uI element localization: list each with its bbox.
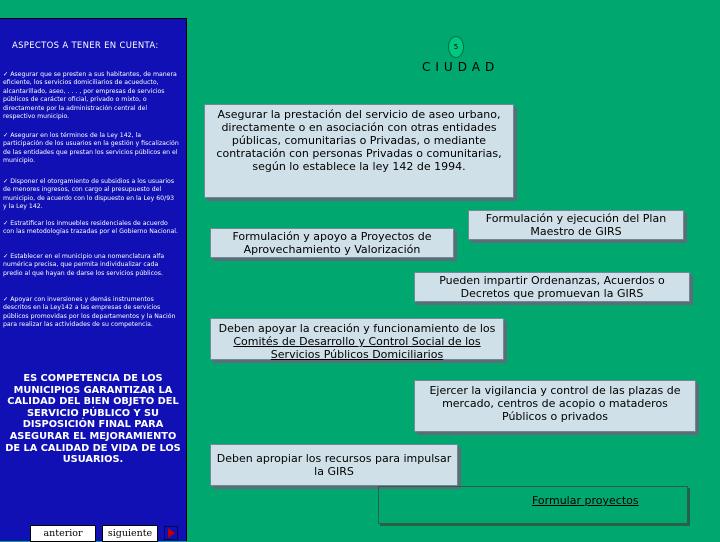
conclusion-text: ES COMPETENCIA DE LOS MUNICIPIOS GARANTIZAR LA CALIDAD DEL BIEN OBJETO DEL SERVICIO PÚBLICO Y SU DISPOSICIÓN FINAL PARA ASEGURAR EL MEJORAMIENTO DE LA CALIDAD DE VIDA DE LOS USUARIOS. (5, 373, 181, 466)
bullet-item-4: ✓ Estratificar los inmuebles residenciales de acuerdo con las metodologías trazadas por el Gobierno Nacional. (3, 220, 178, 236)
formular-proyectos-link[interactable]: Formular proyectos (532, 494, 639, 507)
box-prestacion-servicio: Asegurar la prestación del servicio de aseo urbano, directamente o en asociación con otras entidades públicas, comunitarias o Privadas, o mediante contratación con personas Privadas o comunitarias, según lo establece la ley 142 de 1994. (204, 104, 514, 198)
main-area (192, 18, 720, 540)
box-comites: Deben apoyar la creación y funcionamiento de los Comités de Desarrollo y Control Social de los Servicios Públicos Domiciliarios (210, 318, 504, 360)
check-icon: ✓ (3, 132, 9, 139)
top-strip (0, 0, 720, 18)
box-recursos-girs: Deben apropiar los recursos para impulsar la GIRS (210, 444, 458, 486)
bullet-item-3: ✓ Disponer el otorgamiento de subsidios a los usuarios de menores ingresos, con cargo al presupuesto del municipio, de acuerdo con lo dispuesto en la Ley 60/93 y la Ley 142. (3, 178, 175, 211)
check-icon: ✓ (3, 178, 9, 185)
box-plan-maestro: Formulación y ejecución del Plan Maestro de GIRS (468, 210, 684, 240)
check-icon: ✓ (3, 253, 9, 260)
check-icon: ✓ (3, 71, 9, 78)
check-icon: ✓ (3, 220, 9, 227)
next-button[interactable]: siguiente (102, 525, 158, 542)
bullet-item-5: ✓ Establecer en el municipio una nomenclatura alfa numérica precisa, que permita individualizar cada predio al que hayan de darse los servicios públicos. (3, 253, 165, 277)
box-vigilancia: Ejercer la vigilancia y control de las plazas de mercado, centros de acopio o mataderos Públicos o privados (414, 380, 696, 432)
box-ordenanzas: Pueden impartir Ordenanzas, Acuerdos o Decretos que promuevan la GIRS (414, 272, 690, 302)
bullet-item-2: ✓ Asegurar en los términos de la Ley 142, la participación de los usuarios en la gestión y fiscalización de las entidades que prestan los servicios públicos en el municipio. (3, 132, 179, 165)
page-number-badge: 5 (448, 36, 464, 58)
left-panel-title: ASPECTOS A TENER EN CUENTA: (12, 41, 159, 51)
comites-link[interactable]: Comités de Desarrollo y Control Social de los Servicios Públicos Domiciliarios (233, 335, 481, 361)
next-arrow-icon[interactable] (164, 526, 178, 540)
left-panel (0, 18, 187, 541)
page-title: CIUDAD (422, 60, 500, 74)
prev-button[interactable]: anterior (30, 525, 96, 542)
bullet-item-6: ✓ Apoyar con inversiones y demás instrumentos descritos en la Ley142 a las empresas de servicios públicos promovidas por los departamentos y la Nación para realizar las actividades de su competencia. (3, 296, 176, 329)
box-proyectos-aprovechamiento: Formulación y apoyo a Proyectos de Aprovechamiento y Valorización (210, 228, 454, 258)
bullet-item-1: ✓ Asegurar que se presten a sus habitantes, de manera eficiente, los servicios domiciliarios de acueducto, alcantarillado, aseo, . . . , por empresas de servicios públicos de carácter oficial, privado o mixto, o directamente por la administración central del respectivo municipio. (3, 71, 177, 121)
check-icon: ✓ (3, 296, 9, 303)
